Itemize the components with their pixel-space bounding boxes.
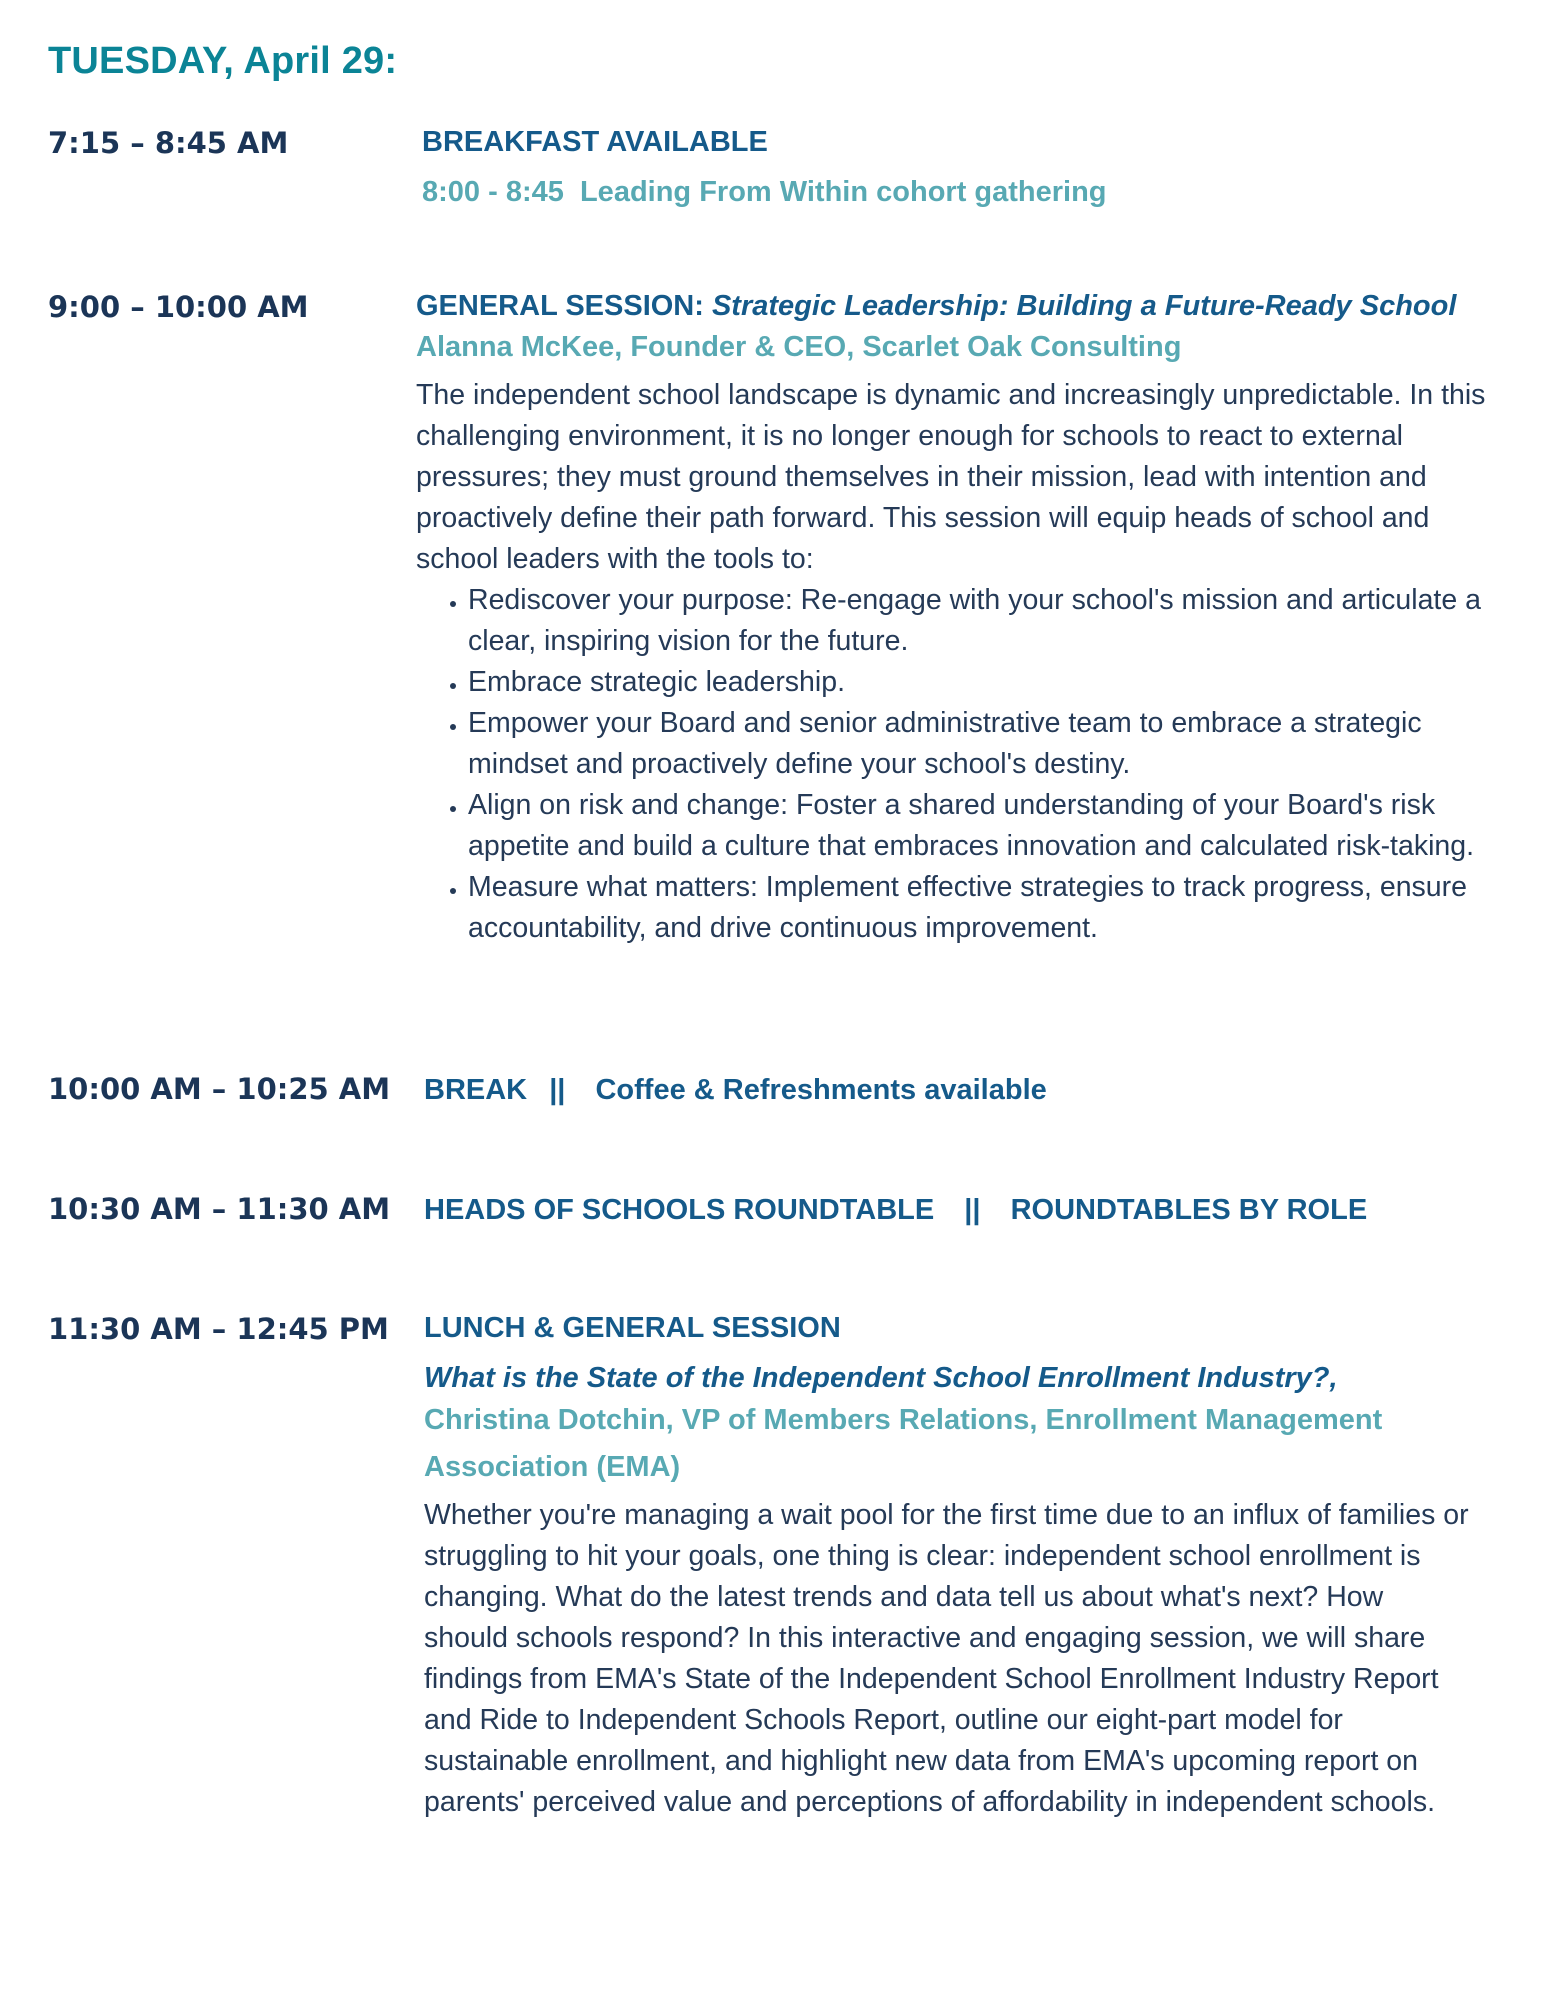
break-block [424, 1074, 1047, 1107]
general-session-bullets [416, 580, 1501, 949]
bullet-item: • Embrace strategic leadership. [468, 662, 1501, 703]
breakfast-time: 7:15 – 8:45 AM [48, 126, 289, 160]
lunch-block [424, 1312, 1474, 1823]
lunch-time: 11:30 AM – 12:45 PM [48, 1312, 389, 1346]
general-session-block [416, 290, 1501, 949]
break-detail: Coffee & Refreshments available [595, 1074, 1047, 1106]
general-session-description: The independent school landscape is dynamic and increasingly unpredictable. In this challenging environment, it is no longer enough for schools to react to external pressures; they must ground themselves in their mission, lead with intention and proactively define their path forward. This session will equip heads of school and school leaders with the tools to: [416, 379, 1486, 575]
break-separator: || [549, 1074, 566, 1106]
lunch-session-title: What is the State of the Independent School Enrollment Industry?, [424, 1362, 1338, 1394]
breakfast-block [422, 126, 1107, 209]
bullet-item: • Rediscover your purpose: Re-engage with your school's mission and articulate a clear, inspiring vision for the future. [468, 580, 1501, 662]
lunch-title: LUNCH & GENERAL SESSION [424, 1312, 841, 1344]
bullet-item: • Align on risk and change: Foster a shared understanding of your Board's risk appetite and build a culture that embraces innovation and calculated risk-taking. [468, 785, 1501, 867]
break-time: 10:00 AM – 10:25 AM [48, 1072, 391, 1106]
roundtable-title-roles: ROUNDTABLES BY ROLE [1010, 1194, 1368, 1226]
bullet-item: • Measure what matters: Implement effective strategies to track progress, ensure accountability, and drive continuous improvement. [468, 867, 1501, 949]
bullet-item: • Empower your Board and senior administrative team to embrace a strategic mindset and proactively define your school's destiny. [468, 703, 1501, 785]
general-session-label: GENERAL SESSION: [416, 290, 712, 322]
general-session-title: Strategic Leadership: Building a Future-Ready School [711, 290, 1457, 322]
roundtable-title-heads: HEADS OF SCHOOLS ROUNDTABLE [424, 1194, 935, 1226]
general-session-heading [416, 290, 1501, 323]
roundtable-time: 10:30 AM – 11:30 AM [48, 1192, 391, 1226]
breakfast-title: BREAKFAST AVAILABLE [422, 126, 768, 158]
cohort-gathering: 8:00 - 8:45 Leading From Within cohort gathering [422, 176, 1107, 208]
lunch-description: Whether you're managing a wait pool for the first time due to an influx of families or struggling to hit your goals, one thing is clear: independent school enrollment is changing. What do the latest trends and data tell us about what's next? How should schools respond? In this interactive and engaging session, we will share findings from EMA's State of the Independent School Enrollment Industry Report and Ride to Independent Schools Report, outline our eight-part model for sustainable enrollment, and highlight new data from EMA's upcoming report on parents' perceived value and perceptions of affordability in independent schools. [424, 1499, 1469, 1818]
general-session-speaker: Alanna McKee, Founder & CEO, Scarlet Oak Consulting [416, 331, 1182, 363]
roundtable-block [424, 1194, 1367, 1227]
break-title: BREAK [424, 1074, 528, 1106]
lunch-speaker: Christina Dotchin, VP of Members Relations, Enrollment Management Association (EMA) [424, 1404, 1383, 1483]
general-session-time: 9:00 – 10:00 AM [48, 290, 309, 324]
roundtable-separator: || [964, 1194, 981, 1226]
day-title: TUESDAY, April 29: [48, 40, 398, 82]
